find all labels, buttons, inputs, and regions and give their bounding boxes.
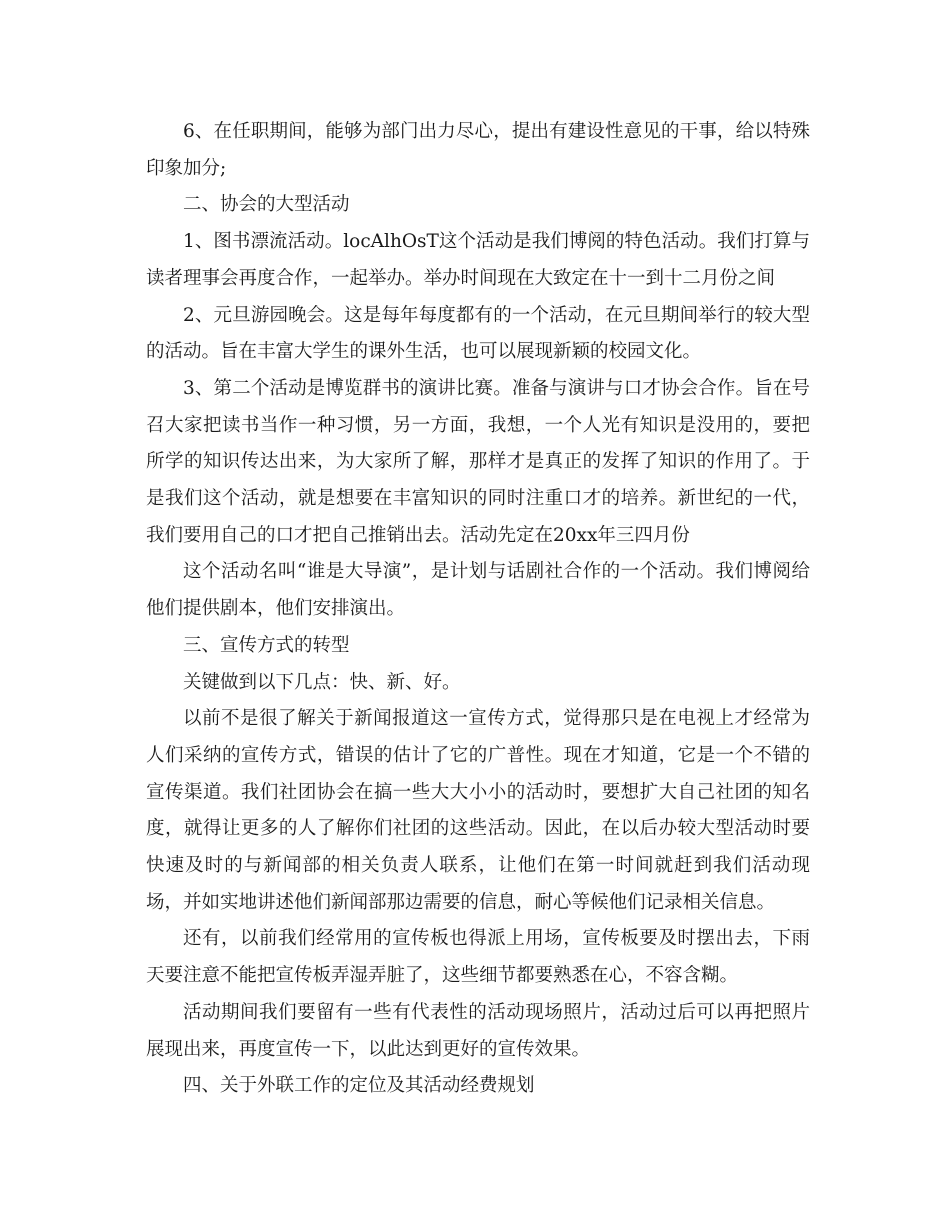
paragraph-item-6-bonus: 6、在任职期间，能够为部门出力尽心，提出有建设性意见的干事，给以特殊印象加分;	[146, 121, 810, 179]
section-heading-external-relations: 四、关于外联工作的定位及其活动经费规划	[183, 1075, 535, 1097]
paragraph-speech-contest: 3、第二个活动是博览群书的演讲比赛。准备与演讲与口才协会合作。旨在号召大家把读书当作一种习惯，另一方面，我想，一个人光有知识是没用的，要把所学的知识传达出来，为大家所了解，那样才是真正的发挥了知识的作用了。于是我们这个活动，就是想要在丰富知识的同时注重口才的培养。新世纪的一代，我们要用自己的口才把自己推销出去。活动先定在20xx年三四月份	[146, 377, 810, 546]
paragraph-book-drifting: 1、图书漂流活动。locAlhOsT这个活动是我们博阅的特色活动。我们打算与读者理事会再度合作，一起举办。举办时间现在大致定在十一到十二月份之间	[146, 231, 810, 289]
paragraph-activity-photos: 活动期间我们要留有一些有代表性的活动现场照片，活动过后可以再把照片展现出来，再度宣传一下，以此达到更好的宣传效果。	[146, 1001, 810, 1060]
document-body	[146, 114, 810, 1105]
section-heading-large-activities: 二、协会的大型活动	[183, 194, 350, 216]
paragraph-key-points: 关键做到以下几点：快、新、好。	[183, 671, 461, 693]
paragraph-publicity-boards: 还有，以前我们经常用的宣传板也得派上用场，宣传板要及时摆出去，下雨天要注意不能把宣传板弄湿弄脏了，这些细节都要熟悉在心，不容含糊。	[146, 928, 810, 987]
paragraph-new-year-gala: 2、元旦游园晚会。这是每年每度都有的一个活动，在元旦期间举行的较大型的活动。旨在丰富大学生的课外生活，也可以展现新颖的校园文化。	[146, 304, 810, 363]
paragraph-director-activity: 这个活动名叫“谁是大导演”，是计划与话剧社合作的一个活动。我们博阅给他们提供剧本，他们安排演出。	[146, 561, 810, 620]
paragraph-news-reporting: 以前不是很了解关于新闻报道这一宣传方式，觉得那只是在电视上才经常为人们采纳的宣传方式，错误的估计了它的广普性。现在才知道，它是一个不错的宣传渠道。我们社团协会在搞一些大大小小的活动时，要想扩大自己社团的知名度，就得让更多的人了解你们社团的这些活动。因此，在以后办较大型活动时要快速及时的与新闻部的相关负责人联系，让他们在第一时间就赶到我们活动现场，并如实地讲述他们新闻部那边需要的信息，耐心等候他们记录相关信息。	[146, 708, 810, 913]
section-heading-publicity: 三、宣传方式的转型	[183, 634, 350, 656]
